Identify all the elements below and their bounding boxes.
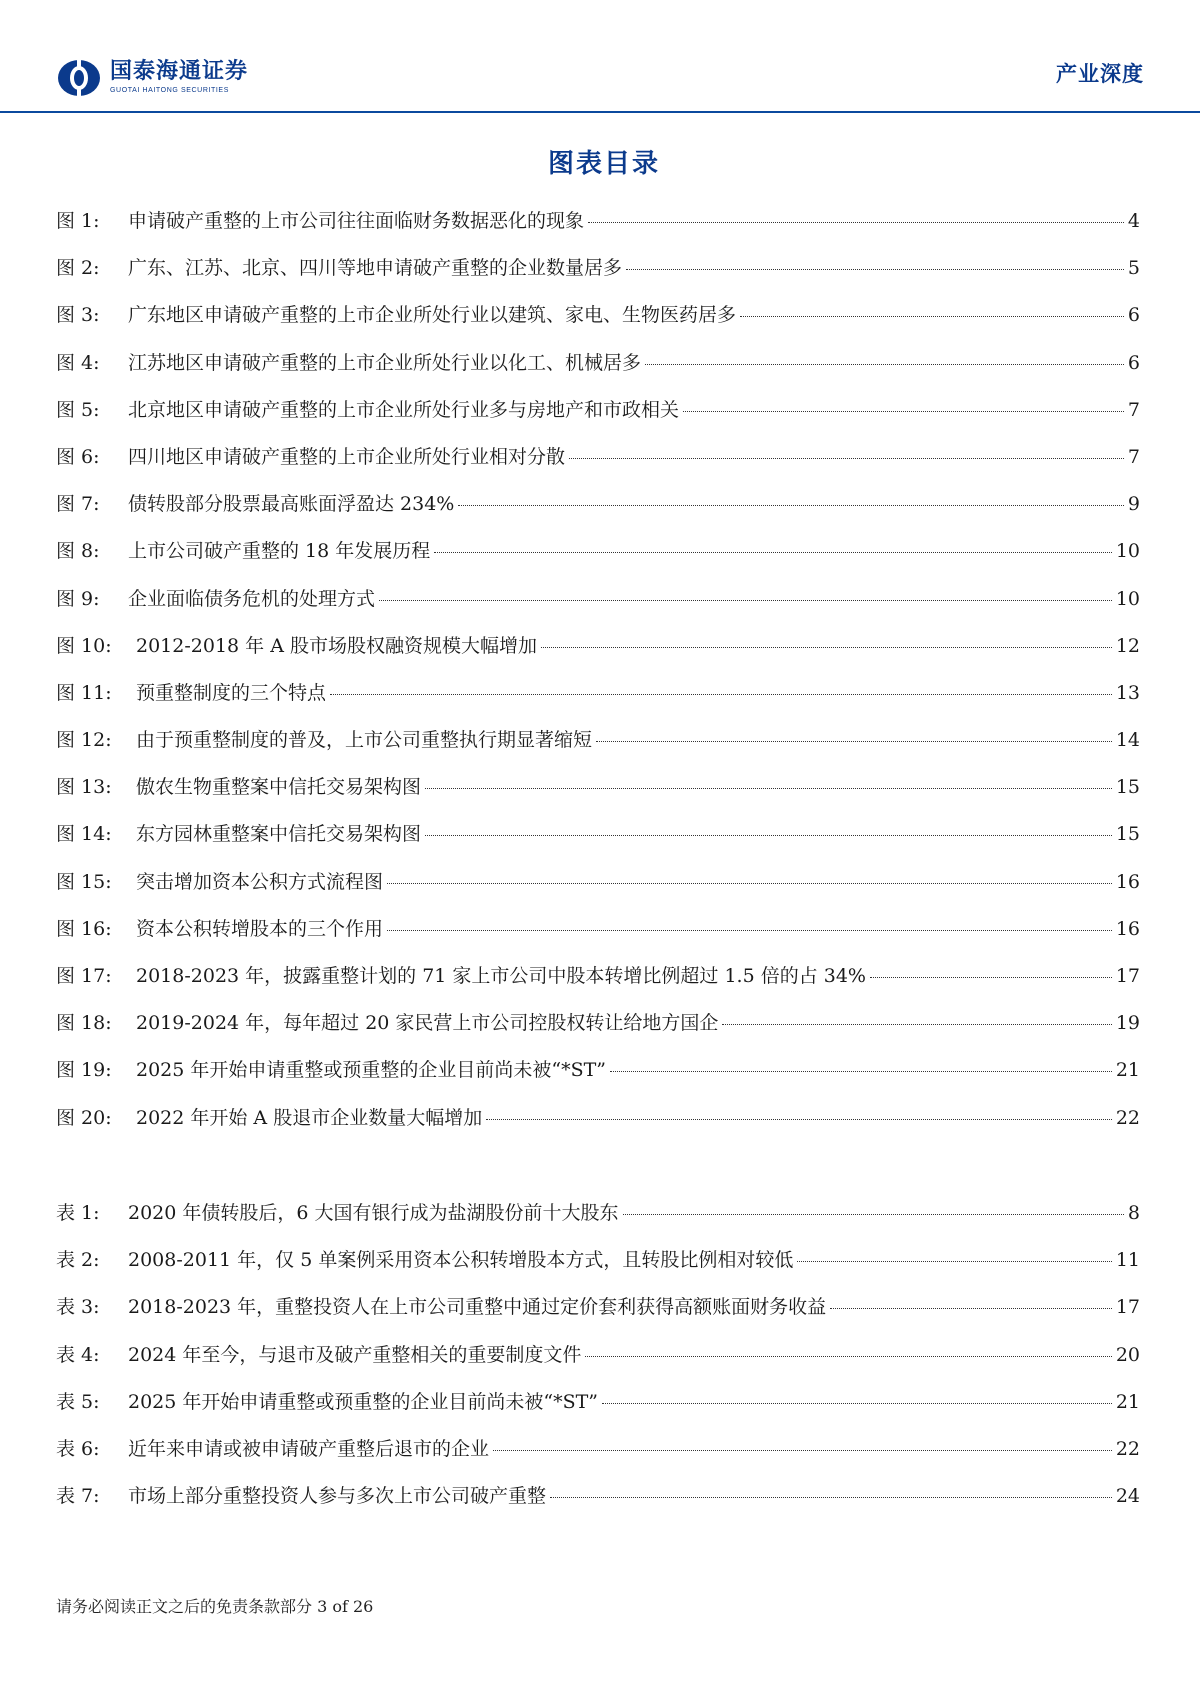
- table-entry-label: 表 5:: [56, 1390, 100, 1413]
- table-entry[interactable]: [56, 1245, 1140, 1292]
- table-entry[interactable]: [56, 1434, 1140, 1481]
- table-entry-label: 表 6:: [56, 1437, 100, 1460]
- figure-entry-page-number: 7: [1127, 445, 1140, 468]
- figure-entry-title[interactable]: 资本公积转增股本的三个作用: [136, 917, 384, 940]
- toc-title: 图表目录: [547, 149, 660, 179]
- table-entry-title[interactable]: 2018-2023 年，重整投资人在上市公司重整中通过定价套利获得高额账面财务收益: [128, 1296, 827, 1319]
- figure-entry[interactable]: [56, 725, 1140, 772]
- table-entry-title[interactable]: 2025 年开始申请重整或预重整的企业目前尚未被“*ST”: [128, 1390, 599, 1413]
- figure-entry[interactable]: [56, 1008, 1140, 1055]
- figure-entry-page-number: 15: [1115, 776, 1140, 799]
- table-entry-title[interactable]: 近年来申请或被申请破产重整后退市的企业: [128, 1437, 490, 1460]
- figure-entry-label: 图 2:: [56, 257, 100, 280]
- table-entry-label: 表 3:: [56, 1296, 100, 1319]
- table-entry-title[interactable]: 2008-2011 年，仅 5 单案例采用资本公积转增股本方式，且转股比例相对较低: [128, 1249, 794, 1272]
- dot-leader: [623, 1214, 1124, 1215]
- dot-leader: [602, 1403, 1112, 1404]
- dot-leader: [596, 741, 1112, 742]
- figure-entry-title[interactable]: 2019-2024 年，每年超过 20 家民营上市公司控股权转让给地方国企: [136, 1012, 719, 1035]
- figure-entry-label: 图 7:: [56, 493, 100, 516]
- figure-entry-label: 图 12:: [56, 729, 112, 752]
- figure-entry-label: 图 14:: [56, 823, 112, 846]
- figure-entry-page-number: 14: [1115, 729, 1140, 752]
- figure-entry-label: 图 17:: [56, 965, 112, 987]
- figure-entry-page-number: 5: [1127, 257, 1140, 280]
- figure-entry-title[interactable]: 2022 年开始 A 股退市企业数量大幅增加: [136, 1106, 483, 1129]
- figure-entry-label: 图 5:: [56, 398, 100, 421]
- figure-entry-label: 图 10:: [56, 634, 112, 657]
- figure-entry-label: 图 20:: [56, 1106, 112, 1129]
- dot-leader: [722, 1024, 1111, 1025]
- dot-leader: [550, 1497, 1112, 1498]
- figure-entry[interactable]: [56, 442, 1140, 489]
- figure-entry-label: 图 13:: [56, 776, 112, 799]
- table-entry-page-number: 21: [1115, 1390, 1140, 1413]
- figure-entry-title[interactable]: 傲农生物重整案中信托交易架构图: [136, 776, 422, 799]
- figure-entry-title[interactable]: 企业面临债务危机的处理方式: [128, 587, 376, 610]
- table-entry-title[interactable]: 市场上部分重整投资人参与多次上市公司破产重整: [128, 1485, 547, 1508]
- dot-leader: [458, 505, 1124, 506]
- figure-list: [56, 206, 1140, 1150]
- figure-entry-title[interactable]: 债转股部分股票最高账面浮盈达 234%: [128, 493, 455, 516]
- figure-entry-page-number: 19: [1115, 1012, 1140, 1035]
- table-entry-label: 表 4:: [56, 1343, 100, 1366]
- figure-entry-title[interactable]: 2012-2018 年 A 股市场股权融资规模大幅增加: [136, 634, 537, 657]
- dot-leader: [585, 1356, 1111, 1357]
- dot-leader: [434, 552, 1112, 553]
- figure-entry-page-number: 6: [1127, 351, 1140, 374]
- figure-entry-title[interactable]: 预重整制度的三个特点: [136, 681, 327, 704]
- dot-leader: [626, 269, 1124, 270]
- table-entry-title[interactable]: 2024 年至今，与退市及破产重整相关的重要制度文件: [128, 1343, 582, 1366]
- table-entry-label: 表 1:: [56, 1202, 100, 1224]
- figure-entry-label: 图 6:: [56, 445, 100, 468]
- figure-entry-title[interactable]: 东方园林重整案中信托交易架构图: [136, 823, 422, 846]
- header-divider: [0, 111, 1200, 113]
- figure-entry[interactable]: [56, 348, 1140, 395]
- dot-leader: [569, 458, 1124, 459]
- table-entry[interactable]: [56, 1387, 1140, 1434]
- figure-entry[interactable]: [56, 489, 1140, 536]
- dot-leader: [870, 977, 1112, 978]
- figure-entry-title[interactable]: 上市公司破产重整的 18 年发展历程: [128, 540, 431, 563]
- figure-entry[interactable]: [56, 253, 1140, 300]
- dot-leader: [830, 1308, 1112, 1309]
- figure-entry-page-number: 22: [1115, 1106, 1140, 1129]
- dot-leader: [740, 316, 1124, 317]
- figure-entry-page-number: 7: [1127, 398, 1140, 421]
- figure-entry-title[interactable]: 2025 年开始申请重整或预重整的企业目前尚未被“*ST”: [136, 1059, 607, 1082]
- table-entry[interactable]: [56, 1198, 1140, 1245]
- dot-leader: [425, 788, 1112, 789]
- figure-entry-label: 图 19:: [56, 1059, 112, 1082]
- figure-entry-page-number: 10: [1115, 587, 1140, 610]
- figure-entry-title[interactable]: 江苏地区申请破产重整的上市企业所处行业以化工、机械居多: [128, 351, 642, 374]
- figure-entry-label: 图 11:: [56, 681, 112, 704]
- brand-logo-mark-icon: [56, 58, 102, 98]
- dot-leader: [797, 1261, 1111, 1262]
- figure-entry-label: 图 16:: [56, 917, 112, 940]
- dot-leader: [486, 1119, 1112, 1120]
- brand-logo: [56, 58, 248, 98]
- dot-leader: [425, 835, 1112, 836]
- figure-entry[interactable]: [56, 772, 1140, 819]
- figure-entry-label: 图 3:: [56, 304, 100, 327]
- figure-entry[interactable]: [56, 1055, 1140, 1102]
- figure-entry-label: 图 18:: [56, 1012, 112, 1035]
- figure-entry-page-number: 21: [1115, 1059, 1140, 1082]
- dot-leader: [330, 694, 1112, 695]
- figure-entry-page-number: 6: [1127, 304, 1140, 327]
- figure-entry[interactable]: [56, 961, 1140, 1008]
- figure-entry[interactable]: [56, 206, 1140, 253]
- figure-entry-page-number: 13: [1115, 681, 1140, 704]
- figure-entry-title[interactable]: 申请破产重整的上市公司往往面临财务数据恶化的现象: [128, 210, 585, 232]
- dot-leader: [387, 883, 1112, 884]
- figure-entry-page-number: 4: [1127, 210, 1140, 232]
- figure-entry-label: 图 8:: [56, 540, 100, 563]
- figure-entry-label: 图 1:: [56, 210, 100, 232]
- brand-name-cn: 国泰海通证券: [110, 59, 249, 84]
- figure-entry-label: 图 15:: [56, 870, 112, 893]
- figure-entry-page-number: 16: [1115, 917, 1140, 940]
- dot-leader: [387, 930, 1112, 931]
- table-list: [56, 1198, 1140, 1528]
- dot-leader: [683, 411, 1124, 412]
- figure-entry-title[interactable]: 四川地区申请破产重整的上市企业所处行业相对分散: [128, 445, 566, 468]
- figure-entry[interactable]: [56, 914, 1140, 961]
- table-entry-page-number: 22: [1115, 1437, 1140, 1460]
- table-entry-label: 表 7:: [56, 1485, 100, 1508]
- figure-entry[interactable]: [56, 395, 1140, 442]
- table-entry[interactable]: [56, 1292, 1140, 1339]
- dot-leader: [588, 222, 1124, 223]
- figure-entry[interactable]: [56, 1103, 1140, 1150]
- dot-leader: [493, 1450, 1112, 1451]
- figure-entry-label: 图 4:: [56, 351, 100, 374]
- figure-entry-title[interactable]: 广东、江苏、北京、四川等地申请破产重整的企业数量居多: [128, 257, 623, 280]
- page-header: [0, 0, 1200, 114]
- figure-entry-title[interactable]: 2018-2023 年，披露重整计划的 71 家上市公司中股本转增比例超过 1.5 倍的占 34%: [136, 965, 866, 987]
- figure-entry-page-number: 10: [1115, 540, 1140, 563]
- table-entry-page-number: 17: [1115, 1296, 1140, 1319]
- table-entry-label: 表 2:: [56, 1249, 100, 1272]
- figure-entry-page-number: 16: [1115, 870, 1140, 893]
- report-type: 产业深度: [1056, 62, 1144, 86]
- dot-leader: [610, 1071, 1112, 1072]
- figure-entry[interactable]: [56, 631, 1140, 678]
- figure-entry[interactable]: [56, 678, 1140, 725]
- table-entry-page-number: 11: [1115, 1249, 1140, 1272]
- figure-entry-title[interactable]: 广东地区申请破产重整的上市企业所处行业以建筑、家电、生物医药居多: [128, 304, 737, 327]
- figure-entry-title[interactable]: 由于预重整制度的普及，上市公司重整执行期显著缩短: [136, 729, 593, 752]
- page-footer: 请务必阅读正文之后的免责条款部分 3 of 26: [56, 1597, 374, 1616]
- figure-entry-page-number: 15: [1115, 823, 1140, 846]
- figure-entry[interactable]: [56, 536, 1140, 583]
- figure-entry-page-number: 9: [1127, 493, 1140, 516]
- figure-entry-title[interactable]: 突击增加资本公积方式流程图: [136, 870, 384, 893]
- dot-leader: [541, 647, 1112, 648]
- table-entry[interactable]: [56, 1481, 1140, 1528]
- figure-entry[interactable]: [56, 819, 1140, 866]
- brand-name-en: GUOTAI HAITONG SECURITIES: [110, 87, 229, 94]
- figure-entry-page-number: 12: [1115, 634, 1140, 657]
- table-entry[interactable]: [56, 1340, 1140, 1387]
- table-entry-page-number: 20: [1115, 1343, 1140, 1366]
- figure-entry[interactable]: [56, 300, 1140, 347]
- dot-leader: [645, 364, 1124, 365]
- figure-entry[interactable]: [56, 584, 1140, 631]
- figure-entry[interactable]: [56, 867, 1140, 914]
- dot-leader: [379, 600, 1112, 601]
- figure-entry-title[interactable]: 北京地区申请破产重整的上市企业所处行业多与房地产和市政相关: [128, 398, 680, 421]
- figure-entry-page-number: 17: [1115, 965, 1140, 987]
- figure-entry-label: 图 9:: [56, 587, 100, 610]
- table-entry-title[interactable]: 2020 年债转股后，6 大国有银行成为盐湖股份前十大股东: [128, 1202, 619, 1224]
- table-entry-page-number: 8: [1127, 1202, 1140, 1224]
- table-entry-page-number: 24: [1115, 1485, 1140, 1508]
